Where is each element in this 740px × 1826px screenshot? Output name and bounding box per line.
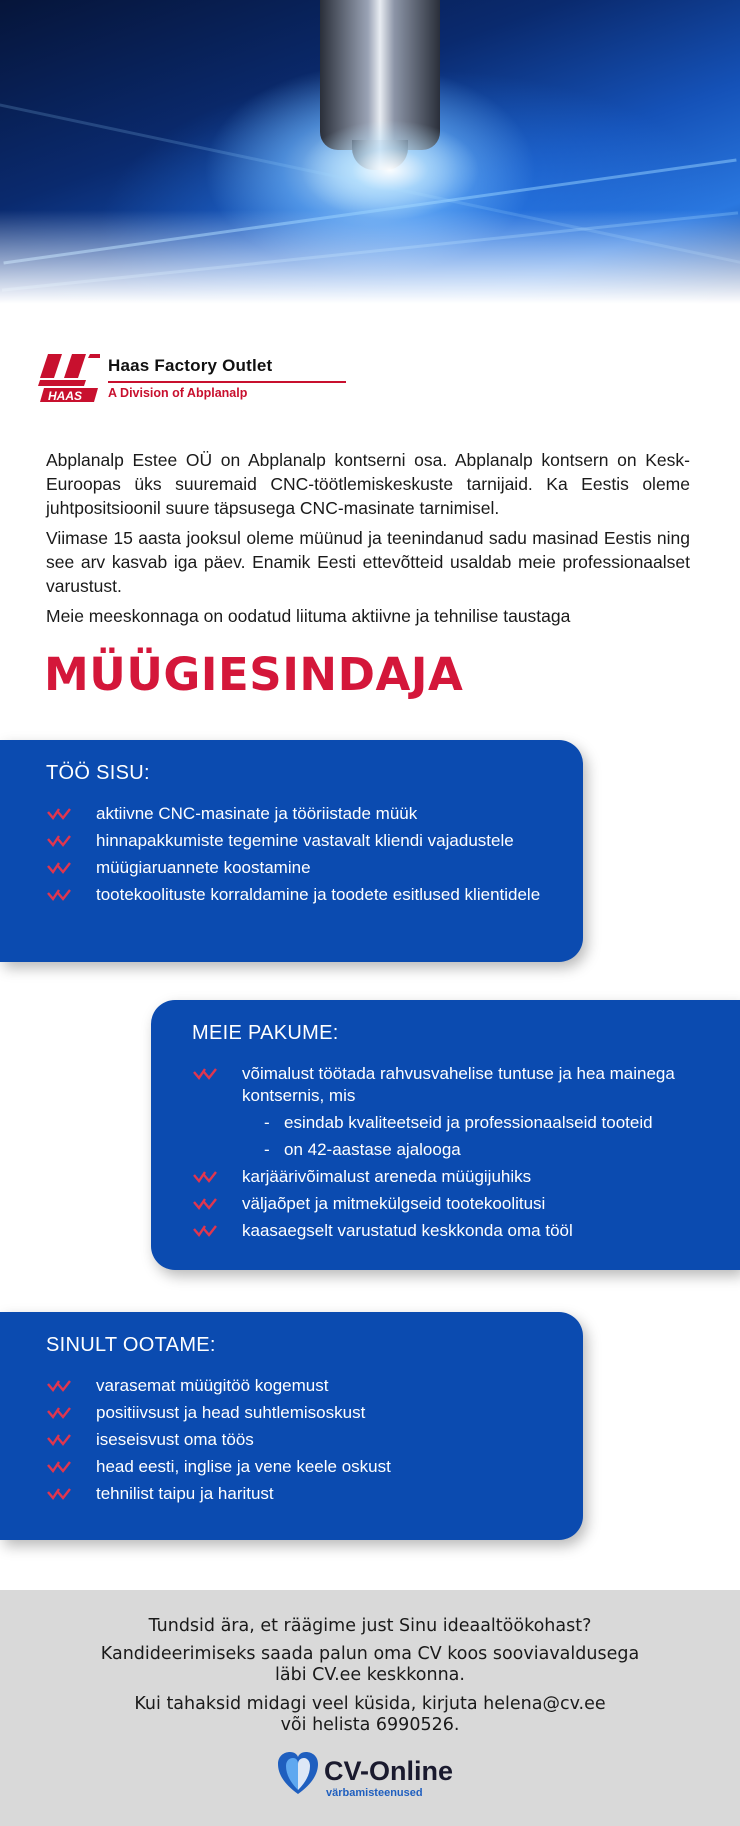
- footer-line-3b: või helista 6990526.: [280, 1715, 460, 1735]
- section-list: [46, 1375, 556, 1510]
- hero-cnc-image: [0, 0, 740, 320]
- section-heading: SINULT OOTAME:: [46, 1334, 216, 1356]
- list-item: aktiivne CNC-masinate ja tööriistade müük: [46, 803, 556, 825]
- position-title: MÜÜGIESINDAJA: [44, 648, 464, 701]
- list-item: varasemat müügitöö kogemust: [46, 1375, 556, 1397]
- brand-title: Haas Factory Outlet: [108, 356, 273, 375]
- sub-list-item: - esindab kvaliteetseid ja professionaalseid tooteid: [264, 1113, 653, 1132]
- check-icon: [46, 1486, 72, 1502]
- intro-paragraph-2: Viimase 15 aasta jooksul oleme müünud ja teenindanud sadu masinad Eestis ning see arv kasvab iga päev. Enamik Eesti ettevõtteid usaldab meie professionaalset varustust.: [46, 528, 690, 596]
- brand-rule: [108, 381, 346, 383]
- check-icon: [46, 860, 72, 876]
- cutting-spark: [300, 120, 480, 220]
- section-list: [46, 803, 556, 911]
- footer-line-1: Tundsid ära, et räägime just Sinu ideaaltöökohast?: [148, 1616, 592, 1636]
- haas-h-logo-icon: [38, 350, 102, 406]
- list-item: müügiaruannete koostamine: [46, 857, 556, 879]
- check-icon: [46, 1405, 72, 1421]
- cv-online-heart-icon: [276, 1750, 320, 1796]
- check-icon: [46, 1459, 72, 1475]
- sub-list-item: - on 42-aastase ajalooga: [264, 1140, 461, 1159]
- svg-text:HAAS: HAAS: [48, 389, 83, 403]
- list-item: karjäärivõimalust areneda müügijuhiks: [192, 1166, 722, 1188]
- check-icon: [46, 1378, 72, 1394]
- intro-paragraph-1: Abplanalp Estee OÜ on Abplanalp kontserni osa. Abplanalp kontsern on Kesk-Euroopas üks suuremaid CNC-töötlemiskeskuste tarnijaid. Ka Eestis oleme juhtpositsioonil suure täpsusega CNC-masinate tarnimisel.: [46, 450, 690, 518]
- list-item: väljaõpet ja mitmekülgseid tootekoolitusi: [192, 1193, 722, 1215]
- section-heading: TÖÖ SISU:: [46, 762, 150, 784]
- intro-text: [46, 448, 690, 634]
- section-heading: MEIE PAKUME:: [192, 1022, 339, 1044]
- check-icon: [192, 1196, 218, 1212]
- cv-online-name: CV-Online: [324, 1756, 454, 1786]
- cv-online-tagline: värbamisteenused: [326, 1787, 423, 1799]
- list-item: tootekoolituste korraldamine ja toodete esitlused klientidele: [46, 884, 556, 906]
- section-too-sisu: [0, 740, 583, 962]
- check-icon: [46, 833, 72, 849]
- list-item: head eesti, inglise ja vene keele oskust: [46, 1456, 556, 1478]
- section-list: [192, 1063, 722, 1247]
- check-icon: [192, 1169, 218, 1185]
- brand-subtitle: A Division of Abplanalp: [108, 386, 248, 400]
- intro-paragraph-3: Meie meeskonnaga on oodatud liituma aktiivne ja tehnilise taustaga: [46, 606, 571, 626]
- check-icon: [46, 806, 72, 822]
- footer-line-2a: Kandideerimiseks saada palun oma CV koos sooviavaldusega: [100, 1644, 640, 1664]
- cv-online-logo[interactable]: [276, 1746, 476, 1800]
- section-meie-pakume: [151, 1000, 740, 1270]
- check-icon: [192, 1223, 218, 1239]
- contact-footer: [0, 1590, 740, 1826]
- footer-line-3a: Kui tahaksid midagi veel küsida, kirjuta helena@cv.ee: [134, 1694, 606, 1714]
- list-item: tehnilist taipu ja haritust: [46, 1483, 556, 1505]
- list-item: kaasaegselt varustatud keskkonda oma tööl: [192, 1220, 722, 1242]
- haas-logo: [38, 350, 348, 410]
- list-item: võimalust töötada rahvusvahelise tuntuse ja hea mainega kontsernis, mis: [192, 1063, 722, 1107]
- hero-fade: [0, 210, 740, 320]
- footer-line-2b: läbi CV.ee keskkonna.: [275, 1665, 465, 1685]
- check-icon: [192, 1066, 218, 1082]
- list-item: hinnapakkumiste tegemine vastavalt kliendi vajadustele: [46, 830, 556, 852]
- check-icon: [46, 1432, 72, 1448]
- list-item: positiivsust ja head suhtlemisoskust: [46, 1402, 556, 1424]
- list-item: iseseisvust oma töös: [46, 1429, 556, 1451]
- section-sinult-ootame: [0, 1312, 583, 1540]
- check-icon: [46, 887, 72, 903]
